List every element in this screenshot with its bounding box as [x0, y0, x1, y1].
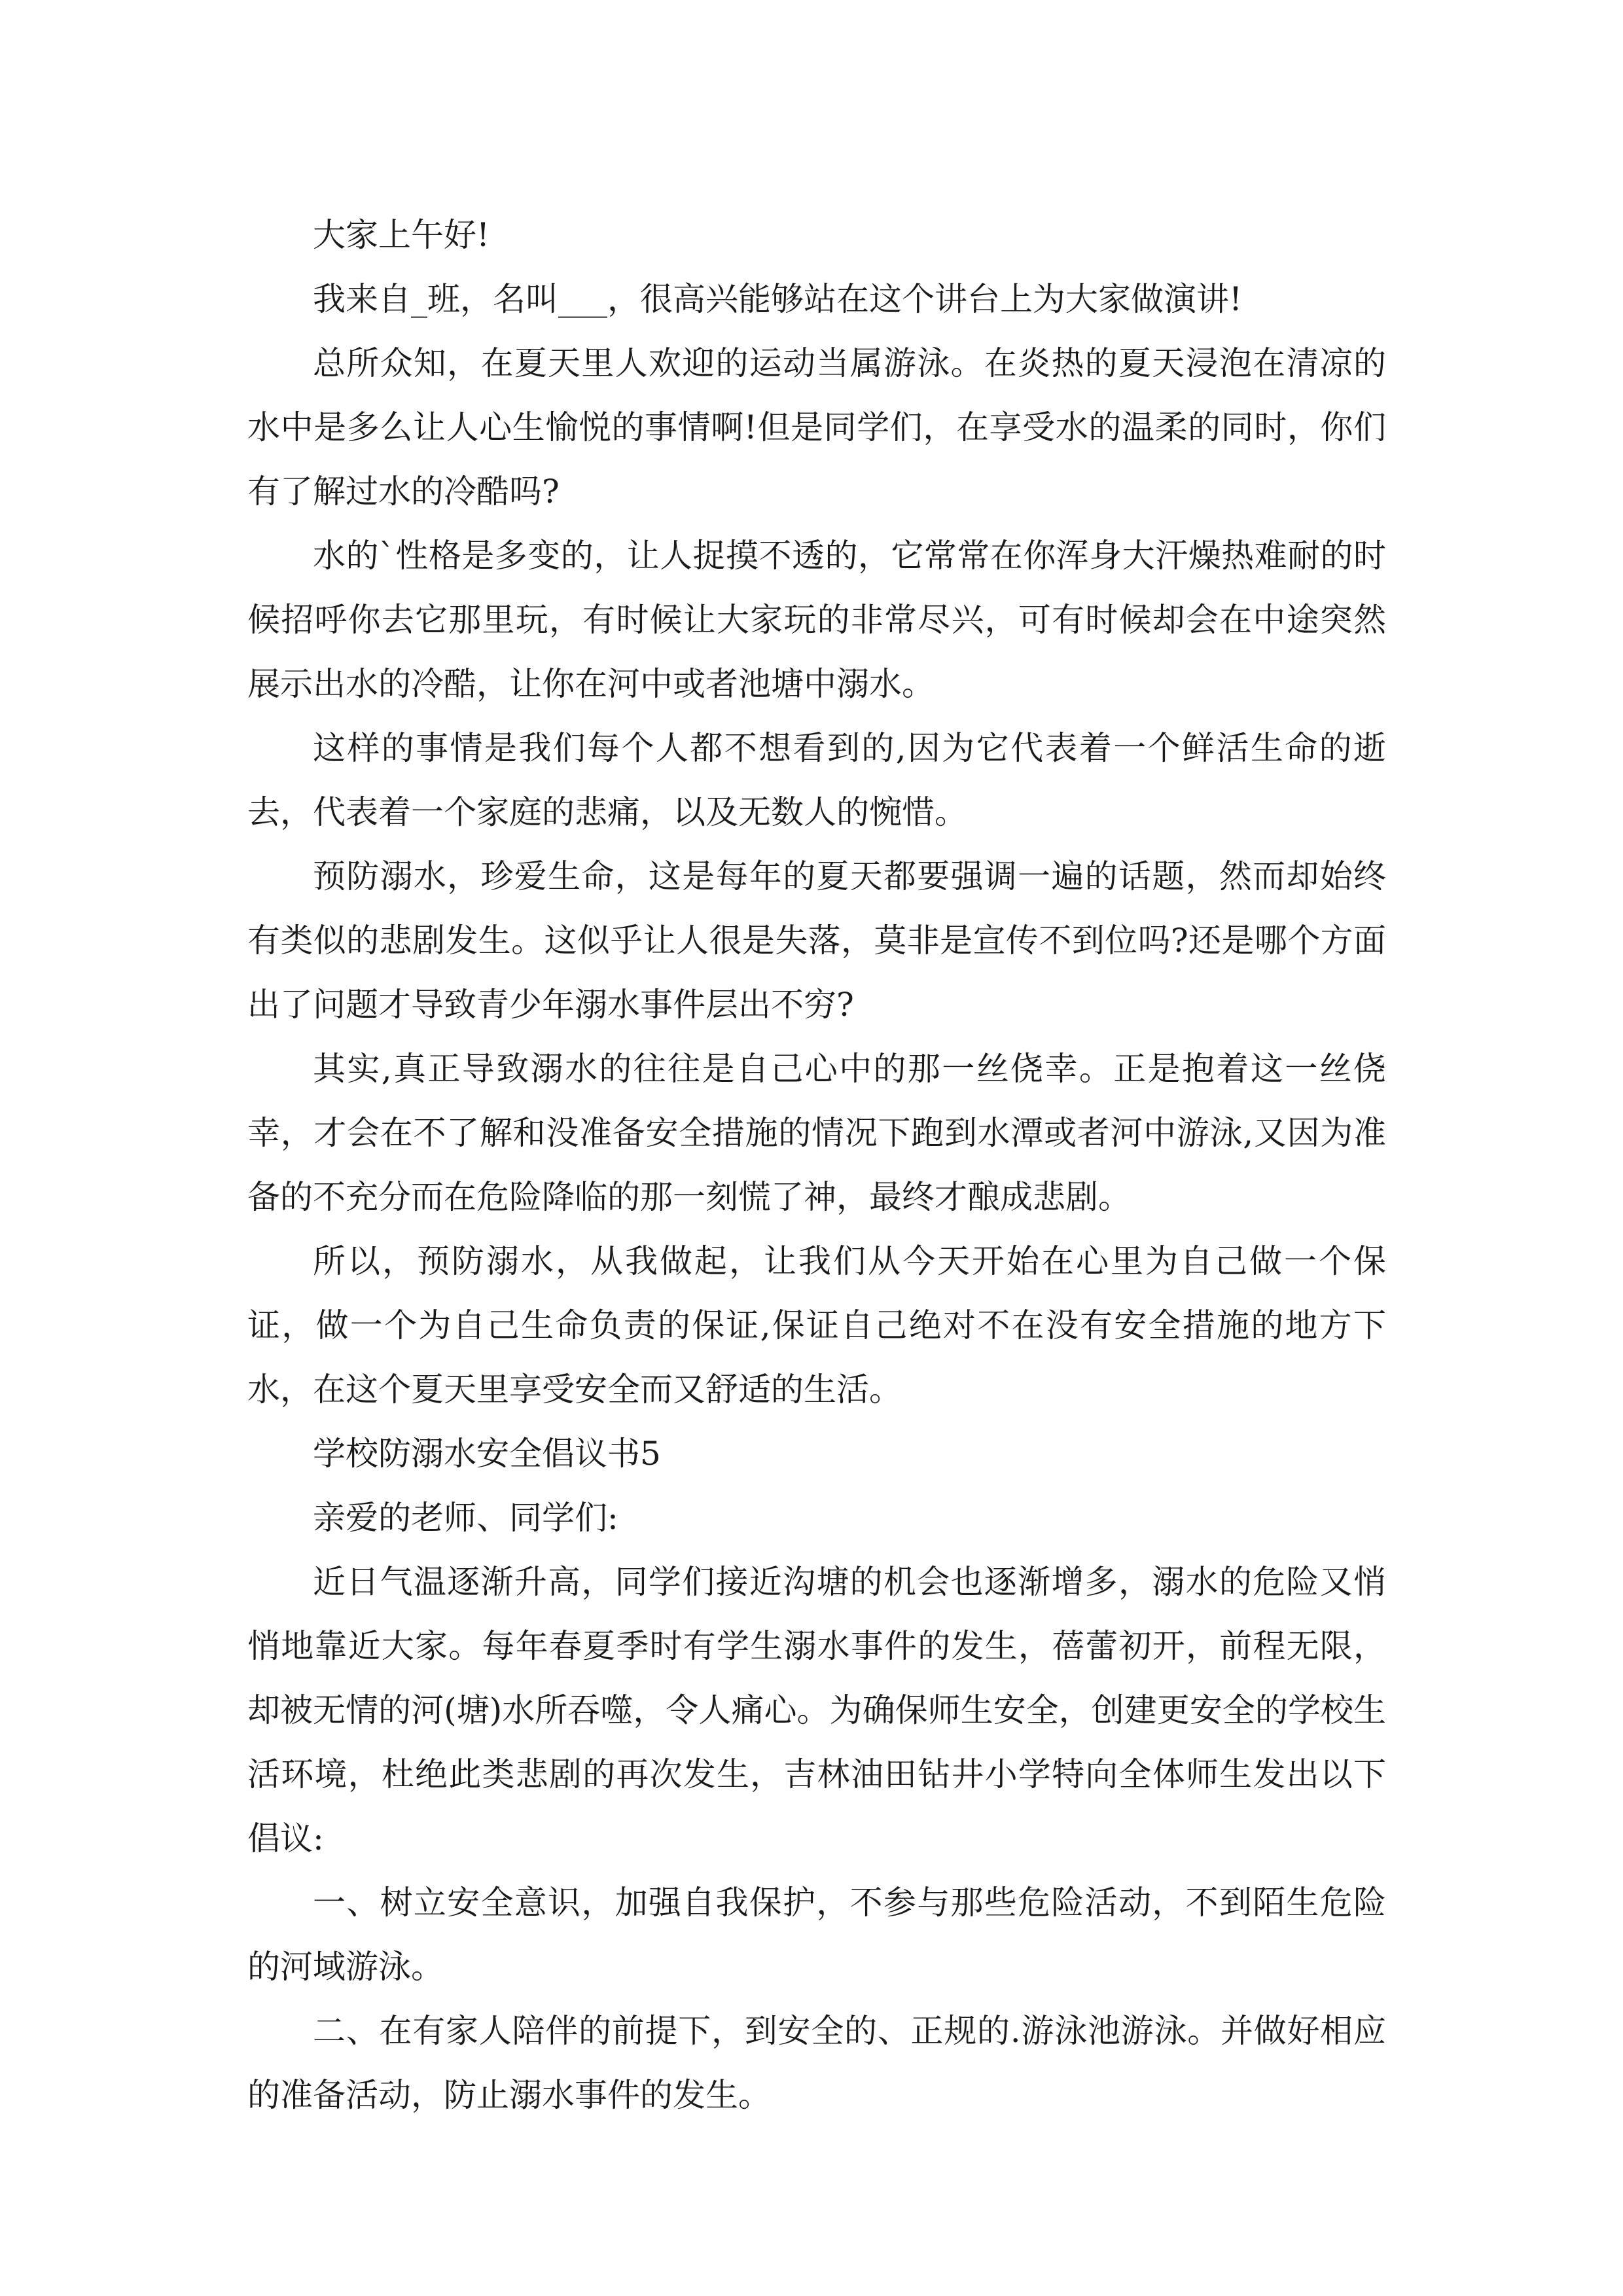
loss-of-life-paragraph: 这样的事情是我们每个人都不想看到的,因为它代表着一个鲜活生命的逝去，代表着一个家庭的悲痛，以及无数人的惋惜。: [247, 729, 1386, 831]
section-title: 学校防溺水安全倡议书5: [313, 1435, 661, 1473]
luck-cause-paragraph: 其实,真正导致溺水的往往是自己心中的那一丝侥幸。正是抱着这一丝侥幸，才会在不了解和没准备安全措施的情况下跑到水潭或者河中游泳,又因为准备的不充分而在危险降临的那一刻慌了神，最终才酿成悲剧。: [247, 1050, 1386, 1216]
proposal-intro-paragraph: 近日气温逐渐升高，同学们接近沟塘的机会也逐渐增多，溺水的危险又悄悄地靠近大家。每年春夏季时有学生溺水事件的发生，蓓蕾初开，前程无限，却被无情的河(塘)水所吞噬，令人痛心。为确保师生安全，创建更安全的学校生活环境，杜绝此类悲剧的再次发生，吉林油田钻井小学特向全体师生发出以下倡议:: [247, 1563, 1386, 1857]
document-body: [247, 203, 1386, 2127]
self-introduction-paragraph: 我来自_班，名叫___，很高兴能够站在这个讲台上为大家做演讲!: [313, 280, 1243, 318]
greeting-paragraph: 大家上午好!: [313, 216, 490, 254]
proposal-item-2: 二、在有家人陪伴的前提下，到安全的、正规的.游泳池游泳。并做好相应的准备活动，防止溺水事件的发生。: [247, 2012, 1386, 2114]
water-nature-paragraph: 水的`性格是多变的，让人捉摸不透的，它常常在你浑身大汗燥热难耐的时候招呼你去它那里玩，有时候让大家玩的非常尽兴，可有时候却会在中途突然展示出水的冷酷，让你在河中或者池塘中溺水。: [247, 537, 1386, 703]
summer-swimming-paragraph: 总所众知，在夏天里人欢迎的运动当属游泳。在炎热的夏天浸泡在清凉的水中是多么让人心生愉悦的事情啊!但是同学们，在享受水的温柔的同时，你们有了解过水的冷酷吗?: [247, 344, 1386, 511]
proposal-item-1: 一、树立安全意识，加强自我保护，不参与那些危险活动，不到陌生危险的河域游泳。: [247, 1884, 1386, 1986]
salutation-paragraph: 亲爱的老师、同学们:: [313, 1499, 618, 1537]
prevention-reminder-paragraph: 预防溺水，珍爱生命，这是每年的夏天都要强调一遍的话题，然而却始终有类似的悲剧发生。这似乎让人很是失落，莫非是宣传不到位吗?还是哪个方面出了问题才导致青少年溺水事件层出不穷?: [247, 857, 1386, 1024]
pledge-paragraph: 所以，预防溺水，从我做起，让我们从今天开始在心里为自己做一个保证，做一个为自己生命负责的保证,保证自己绝对不在没有安全措施的地方下水，在这个夏天里享受安全而又舒适的生活。: [247, 1242, 1386, 1408]
